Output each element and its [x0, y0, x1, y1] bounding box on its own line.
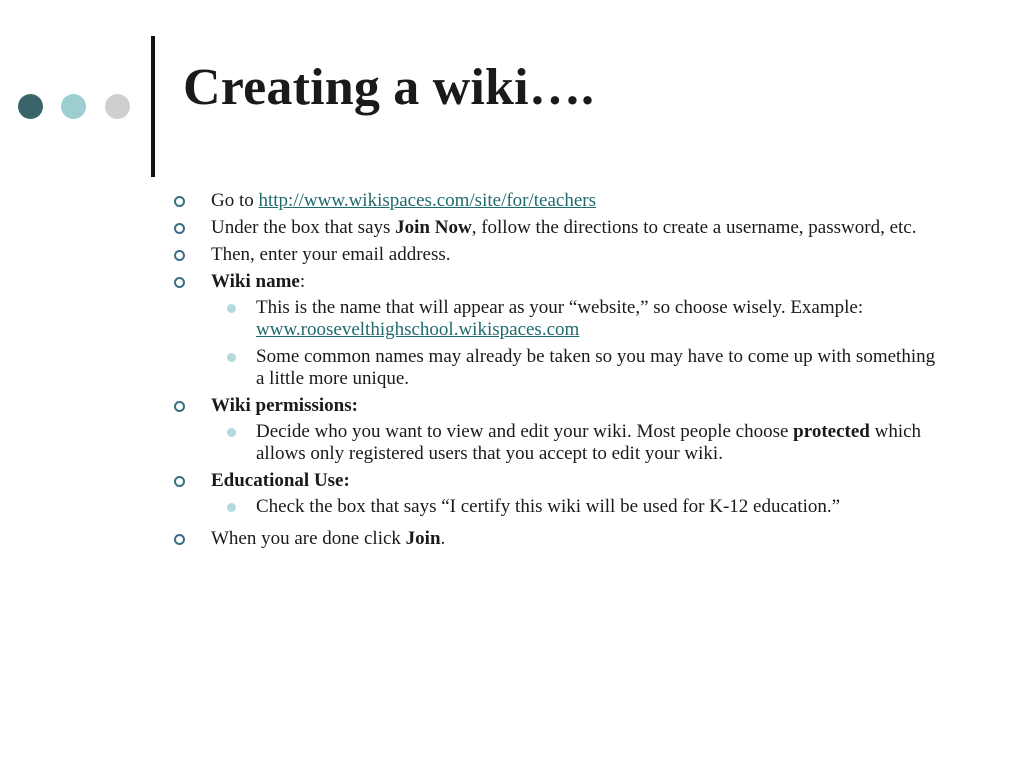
sub-bullet-common-names — [211, 346, 942, 390]
bullet-join — [172, 528, 942, 550]
ring-bullet-icon — [174, 401, 185, 412]
gray-circle-icon — [105, 94, 130, 119]
bullet-text: . — [440, 528, 446, 549]
bullet-bold-text: Wiki name — [211, 271, 300, 292]
bullet-text: : — [299, 271, 306, 292]
bullet-educational-use — [172, 470, 942, 518]
ring-bullet-icon — [174, 534, 185, 545]
sub-bullet-text: Decide who you want to view and edit your wiki. Most people choose — [256, 421, 794, 442]
bullet-bold-text: Join Now — [395, 217, 472, 238]
bullet-email — [172, 244, 942, 266]
bullet-join-now — [172, 217, 942, 239]
ring-bullet-icon — [174, 196, 185, 207]
sub-bullet-text: Some common names may already be taken so you may have to come up with something a little more unique. — [256, 346, 936, 389]
bullet-list — [172, 190, 942, 550]
ring-bullet-icon — [174, 250, 185, 261]
sub-bullet-text: which allows only registered users that you accept to edit your wiki. — [256, 421, 922, 464]
sub-bullet-bold-text: protected — [793, 421, 870, 442]
dot-bullet-icon — [227, 428, 236, 437]
bullet-wiki-permissions — [172, 395, 942, 465]
sub-bullet-text: Check the box that says “I certify this wiki will be used for K-12 education.” — [256, 496, 841, 517]
bullet-go-to — [172, 190, 942, 212]
sub-bullet-certify — [211, 496, 942, 518]
bullet-text: When you are done click — [211, 528, 406, 549]
dot-bullet-icon — [227, 353, 236, 362]
ring-bullet-icon — [174, 277, 185, 288]
sub-bullet-protected — [211, 421, 942, 465]
bullet-text: Under the box that says — [211, 217, 396, 238]
slide-body — [172, 190, 942, 555]
sub-bullet-list — [211, 297, 942, 390]
bullet-bold-text: Wiki permissions: — [211, 395, 358, 416]
dot-bullet-icon — [227, 503, 236, 512]
sub-bullet-website-name — [211, 297, 942, 341]
bullet-text: Then, enter your email address. — [211, 244, 451, 265]
bullet-wiki-name — [172, 271, 942, 390]
bullet-bold-text: Join — [405, 528, 441, 549]
ring-bullet-icon — [174, 223, 185, 234]
example-wiki-link[interactable]: www.roosevelthighschool.wikispaces.com — [256, 319, 580, 340]
bullet-bold-text: Educational Use: — [211, 470, 350, 491]
title-divider — [151, 36, 155, 177]
bullet-text: , follow the directions to create a username, password, etc. — [471, 217, 917, 238]
sub-bullet-list — [211, 496, 942, 518]
dot-bullet-icon — [227, 304, 236, 313]
ring-bullet-icon — [174, 476, 185, 487]
slide-title: Creating a wiki…. — [183, 59, 595, 116]
bullet-text: Go to — [211, 190, 259, 211]
sub-bullet-text: This is the name that will appear as your “website,” so choose wisely. Example: — [256, 297, 864, 318]
sub-bullet-list — [211, 421, 942, 465]
teal-circle-icon — [61, 94, 86, 119]
decorative-dots — [18, 94, 138, 120]
dark-circle-icon — [18, 94, 43, 119]
wikispaces-teachers-link[interactable]: http://www.wikispaces.com/site/for/teachers — [258, 190, 597, 211]
